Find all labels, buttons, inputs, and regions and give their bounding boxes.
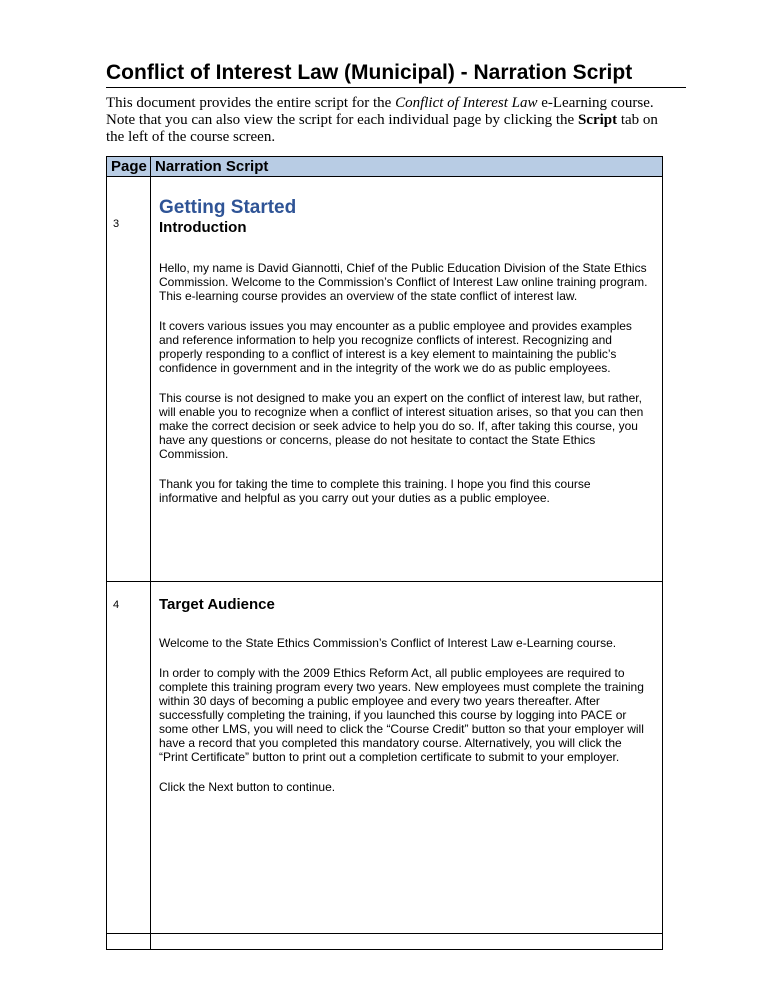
narration-paragraph: Thank you for taking the time to complete this training. I hope you find this course informative and helpful as you carry out your duties as a public employee. (159, 477, 591, 505)
narration-paragraph: Welcome to the State Ethics Commission’s Conflict of Interest Law e-Learning course. (159, 636, 617, 650)
section-title: Getting Started (159, 197, 297, 218)
narration-paragraph: It covers various issues you may encounter as a public employee and provides examples and reference information to help you recognize conflicts of interest. Recognizing and properly responding to a conflict of interest is a key element to maintaining the public’s confidence in government and in the integrity of the work we do as public employees. (159, 319, 632, 375)
narration-cell (151, 582, 663, 934)
intro-text-2: e-Learning course. Note that you can also view the script for each individual page by clicking the (106, 95, 654, 128)
narration-table (106, 156, 663, 950)
table-row (107, 177, 663, 582)
narration-paragraph: This course is not designed to make you an expert on the conflict of interest law, but rather, will enable you to recognize when a conflict of interest situation arises, so that you can then make the correct decision or seek advice to help you do so. If, after taking this course, you have any questions or concerns, please do not hesitate to contact the State Ethics Commission. (159, 391, 644, 461)
subsection-title: Target Audience (159, 596, 275, 613)
intro-text-3: tab on the left of the course screen. (106, 112, 658, 145)
subsection-title: Introduction (159, 219, 247, 236)
table-row-empty (107, 934, 663, 950)
intro-paragraph (106, 95, 676, 146)
intro-text-1: This document provides the entire script for the (106, 95, 396, 111)
intro-bold-script: Script (577, 112, 618, 128)
table-header-row (107, 157, 663, 177)
narration-paragraph: In order to comply with the 2009 Ethics Reform Act, all public employees are required to complete this training program every two years. New employees must complete the training within 30 days of becoming a public employee and every two years thereafter. After successfully completing the training, if you launched this course by logging into PACE or some other LMS, you will need to click the “Course Credit” button so that your employer will have a record that you completed this mandatory course. Alternatively, you will click the “Print Certificate” button to print out a completion certificate to submit to your employer. (159, 666, 644, 764)
page-number: 3 (107, 177, 151, 582)
narration-paragraph: Hello, my name is David Giannotti, Chief of the Public Education Division of the State Ethics Commission. Welcome to the Commission’s Conflict of Interest Law online training program. This e-learning course provides an overview of the state conflict of interest law. (159, 261, 648, 303)
document-title: Conflict of Interest Law (Municipal) - Narration Script (106, 60, 686, 88)
narration-paragraph: Click the Next button to continue. (159, 780, 336, 794)
empty-cell (151, 934, 663, 950)
intro-italic-course-name: Conflict of Interest Law (395, 95, 538, 111)
header-page: Page (107, 157, 151, 177)
empty-cell (107, 934, 151, 950)
table-row (107, 582, 663, 934)
page-number: 4 (107, 582, 151, 934)
narration-cell (151, 177, 663, 582)
header-narration-script: Narration Script (151, 157, 663, 177)
